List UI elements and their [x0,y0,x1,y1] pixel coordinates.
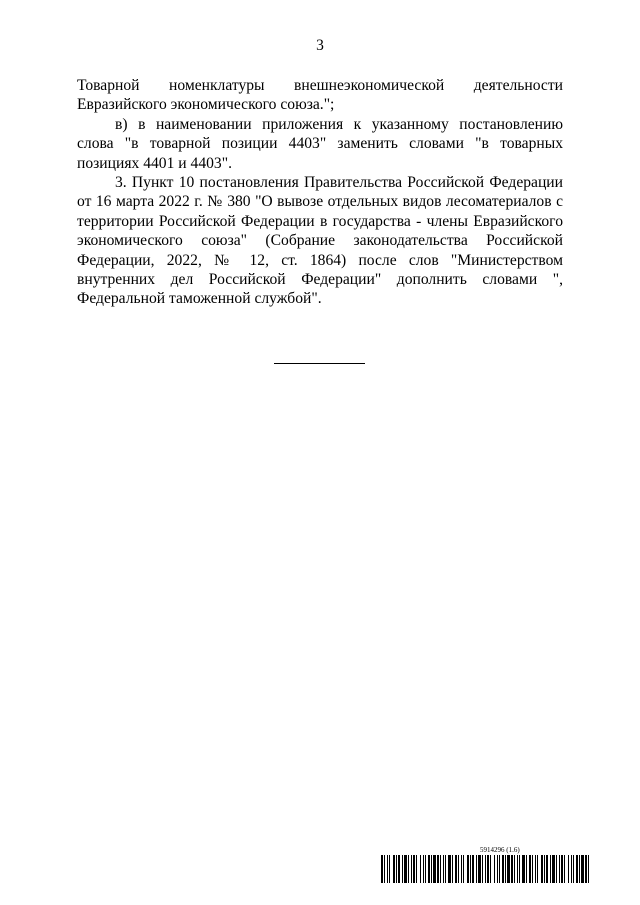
barcode-bar [507,855,510,883]
barcode-bar [526,855,527,883]
barcode-bar [494,855,495,883]
barcode-bar [472,855,474,883]
barcode-bar [546,855,548,883]
barcode-bar [487,855,489,883]
paragraph-item-3: 3. Пункт 10 постановления Правительства Российской Федерации от 16 марта 2022 г. № 380 "О вывозе отдельных видов лесоматериалов с территории Российской Федерации в государства - члены Евразийского экономического союза" (Собрание законодательства Российской Федерации, 2022, № 12, ст. 1864) после слов "Министерством внутренних дел Российской Федерации" дополнить словами ", Федеральной таможенной службой". [77,174,563,308]
barcode-bar [514,855,515,883]
barcode-bar [467,855,469,883]
barcode-bar [433,855,436,883]
barcode-bar [478,855,481,883]
barcode-bar [437,855,439,883]
page-number: 3 [316,37,324,54]
barcode-bar [497,855,498,883]
barcode-bar [455,855,457,883]
barcode-bar [544,855,545,883]
barcode-bar [482,855,483,883]
barcode-bar [396,855,397,883]
barcode-bar [550,855,551,883]
barcode-bar [529,855,531,883]
barcode-bar [485,855,486,883]
barcode-bar [476,855,477,883]
barcode-bar [559,855,560,883]
barcode-bar [389,855,390,883]
barcode-bar [416,855,417,883]
barcode-bar [384,855,385,883]
barcode-bar [458,855,459,883]
barcode-bar [568,855,569,883]
barcode-bar [463,855,464,883]
barcode-bar [556,855,557,883]
barcode-bar [470,855,471,883]
barcode-bar [440,855,441,883]
barcode-bar [499,855,500,883]
barcode-bar [502,855,504,883]
barcode-bar [398,855,400,883]
barcode-bar [452,855,453,883]
barcode-bar [490,855,491,883]
barcode-bar [588,855,589,883]
barcode-bar [402,855,403,883]
barcode-bar [552,855,555,883]
barcode-icon [381,855,591,883]
barcode-bar [532,855,533,883]
barcode-bar [443,855,444,883]
barcode-bar [564,855,565,883]
barcode-bar [505,855,506,883]
barcode-bar [581,855,584,883]
barcode-bar [425,855,426,883]
barcode-bar [571,855,572,883]
barcode-bar [535,855,536,883]
barcode-bar [511,855,513,883]
barcode-bar [404,855,407,883]
paragraph-continuation: Товарной номенклатуры внешнеэкономической деятельности Евразийского экономического союза."; [77,77,563,114]
barcode-bar [423,855,424,883]
barcode-bar [537,855,538,883]
barcode-bar [522,855,525,883]
barcode-bar [393,855,395,883]
barcode-bar [428,855,430,883]
paragraph-item-v: в) в наименовании приложения к указанному постановлению слова "в товарной позиции 4403" заменить словами "в товарных позициях 4401 и 4403". [77,115,563,172]
barcode-bar [411,855,412,883]
barcode-bar [519,855,520,883]
barcode-bar [573,855,574,883]
barcode-bar [387,855,388,883]
barcode-bar [431,855,432,883]
barcode-bar [576,855,578,883]
document-body [77,76,563,309]
barcode-bar [408,855,409,883]
barcode-bar [381,855,383,883]
barcode-bar [579,855,580,883]
barcode-bar [445,855,446,883]
barcode-bar [541,855,543,883]
barcode-bar [561,855,563,883]
barcode-bar [420,855,421,883]
barcode-bar [461,855,462,883]
barcode-bar [517,855,518,883]
barcode-label: 5914296 (1.6) [480,846,520,854]
barcode-bar [448,855,451,883]
barcode-bar [413,855,415,883]
end-separator [274,363,365,364]
barcode-bar [585,855,587,883]
